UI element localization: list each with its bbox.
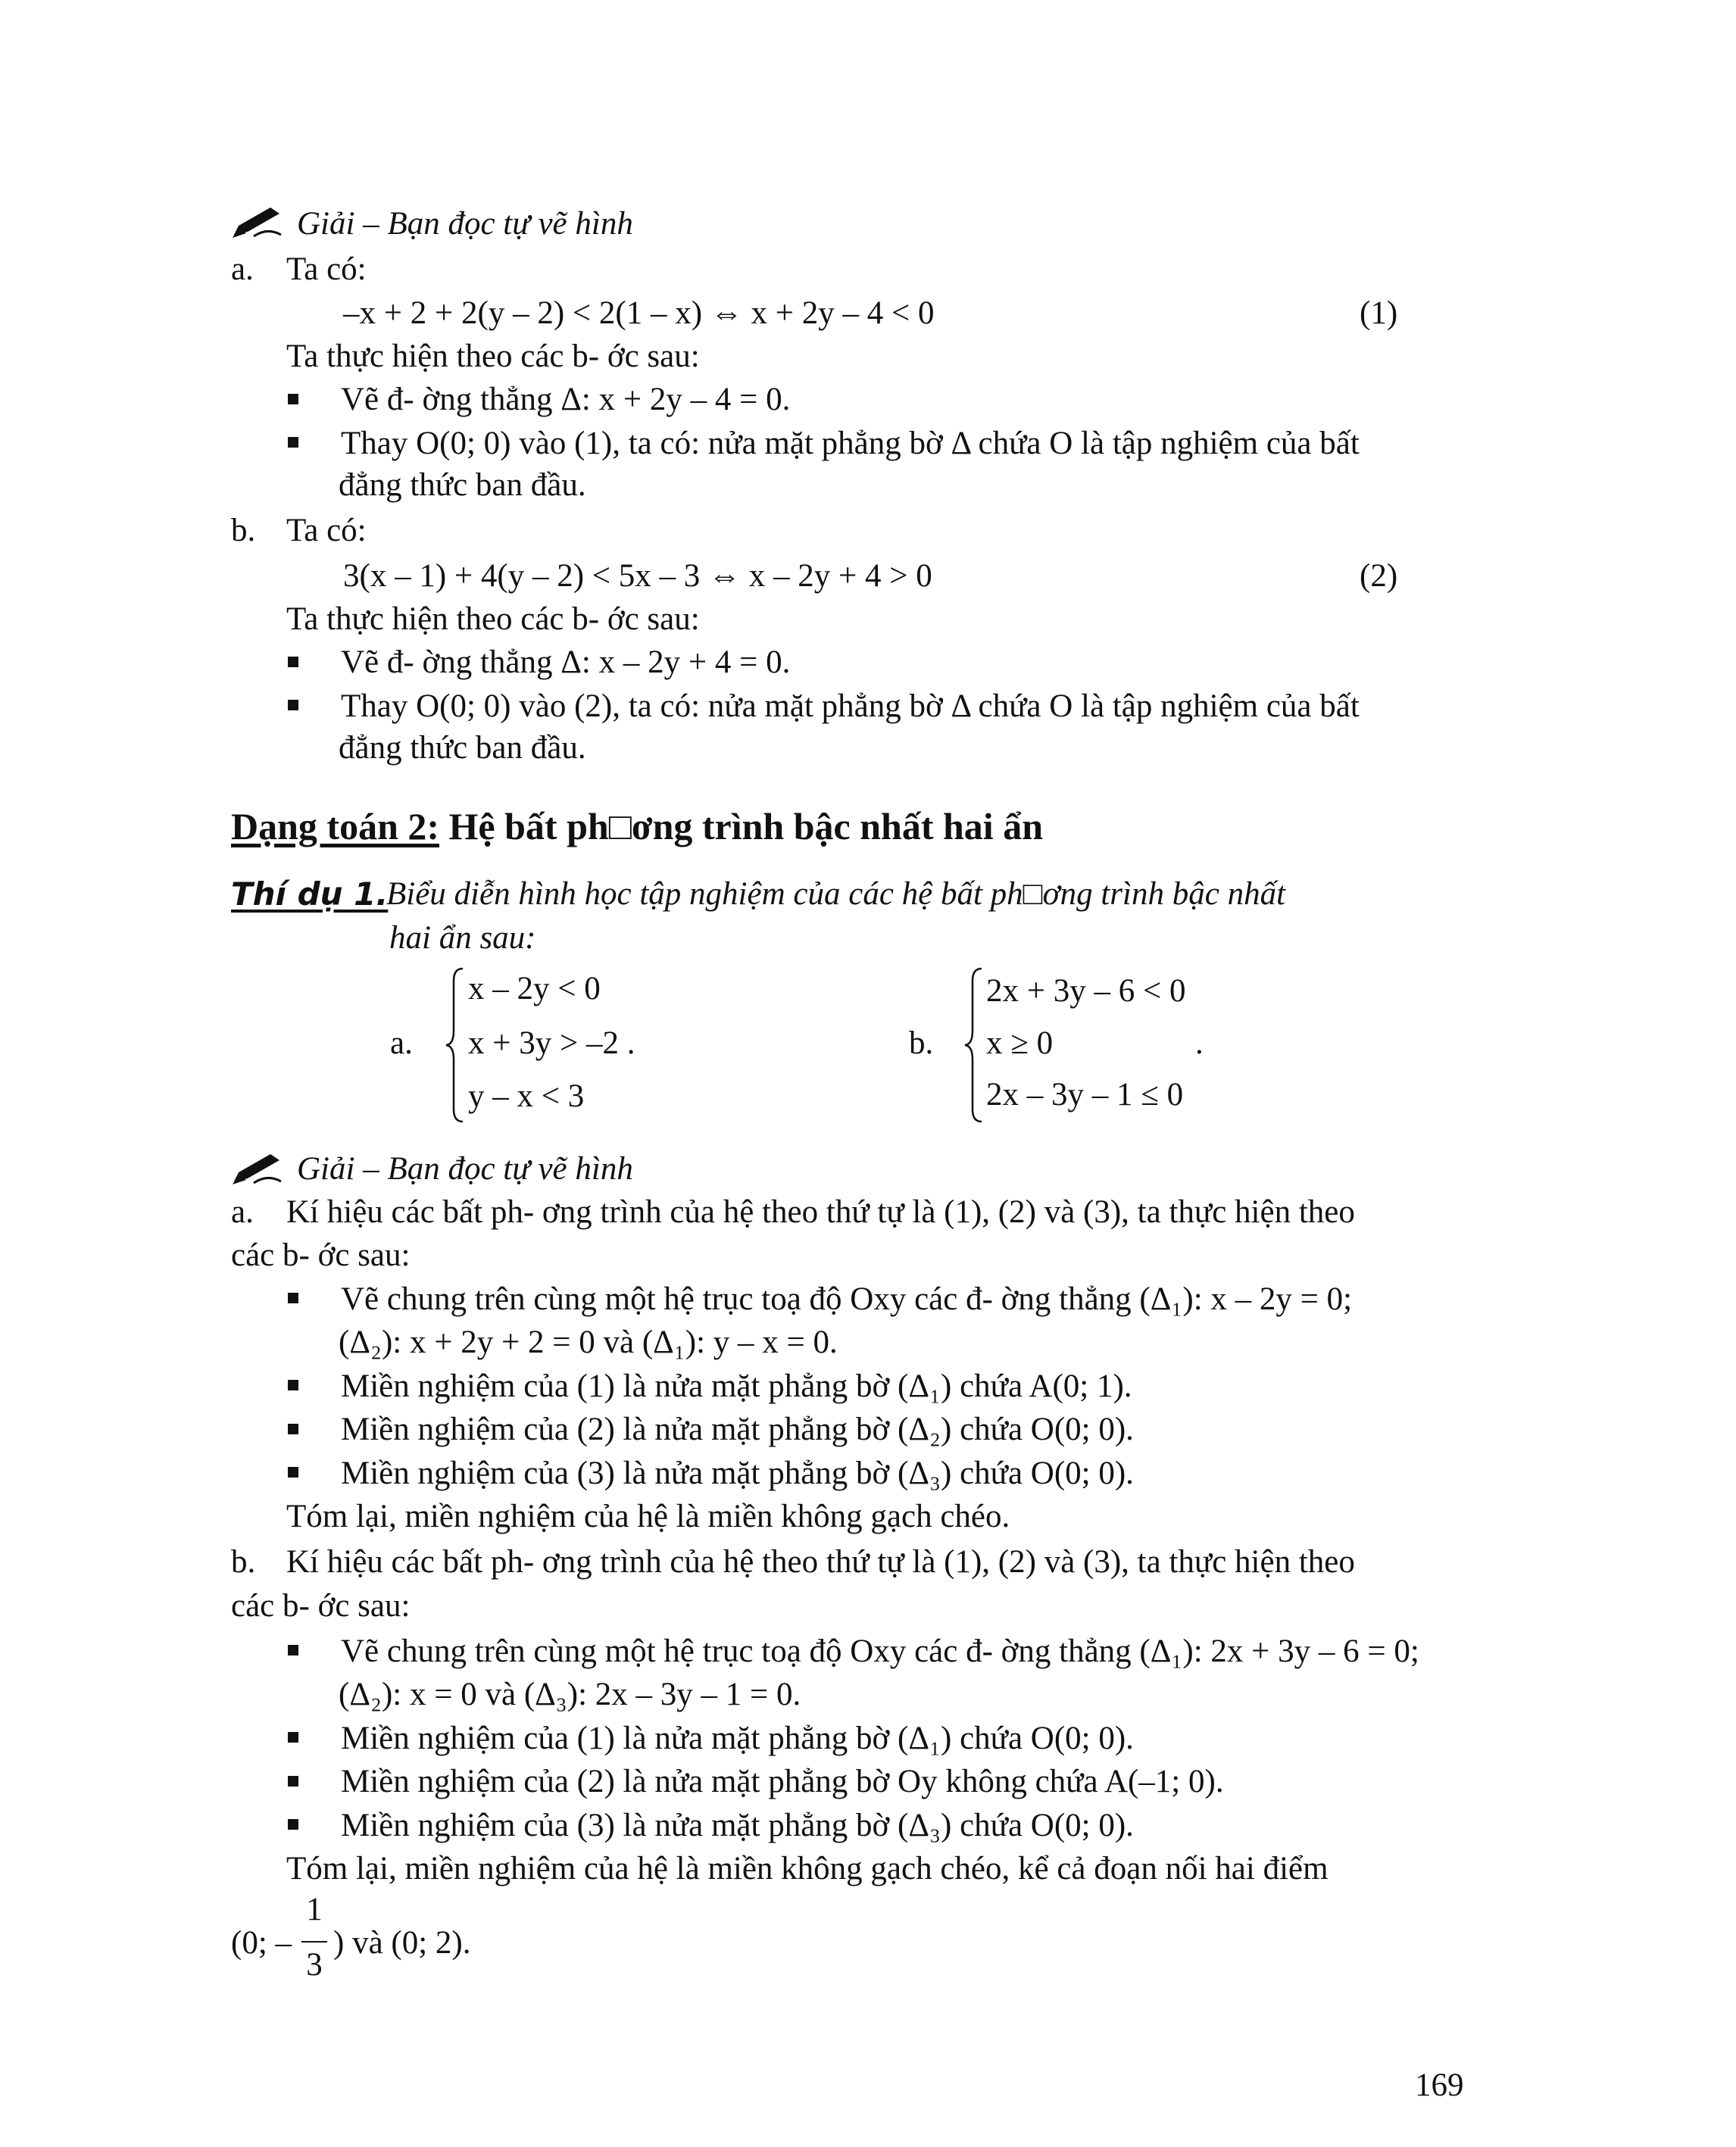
steps-intro: Ta thực hiện theo các b- ớc sau: — [286, 339, 700, 374]
step-text: (Δ₂): x = 0 và (Δ₃): 2x – 3y – 1 = 0. — [339, 1677, 801, 1712]
bullet-icon — [288, 1732, 298, 1743]
step-text: Miền nghiệm của (1) là nửa mặt phẳng bờ (Δ₁) chứa A(0; 1). — [341, 1368, 1132, 1404]
bullet-icon — [288, 1380, 298, 1390]
step-text: Vẽ chung trên cùng một hệ trục toạ độ Oxy các đ- ờng thẳng (Δ₁): 2x + 3y – 6 = 0; — [341, 1634, 1419, 1669]
bullet-icon — [288, 394, 298, 404]
page-number: 169 — [1415, 2067, 1464, 2103]
solution-header: Giải – Bạn đọc tự vẽ hình — [297, 1151, 633, 1187]
system-a-label: a. — [390, 1025, 413, 1061]
step-text: Miền nghiệm của (1) là nửa mặt phẳng bờ (Δ₁) chứa O(0; 0). — [341, 1721, 1134, 1756]
bullet-icon — [288, 1645, 298, 1655]
fraction-bar — [301, 1941, 327, 1943]
system-a-line: y – x < 3 — [468, 1078, 585, 1114]
pencil-icon — [231, 204, 284, 239]
equation-2: 3(x – 1) + 4(y – 2) < 5x – 3 ⇔ x – 2y + 4 > 0 — [343, 558, 932, 594]
step-text: Miền nghiệm của (2) là nửa mặt phẳng bờ Oy không chứa A(–1; 0). — [341, 1764, 1224, 1799]
bullet-icon — [288, 1467, 298, 1478]
part-b-label: b. — [231, 513, 256, 548]
step-text: Miền nghiệm của (3) là nửa mặt phẳng bờ (Δ₃) chứa O(0; 0). — [341, 1456, 1134, 1491]
example-text: Biểu diễn hình học tập nghiệm của các hệ bất ph□ơng trình bậc nhất — [386, 876, 1286, 912]
brace-icon — [962, 966, 985, 1125]
step-text: Vẽ chung trên cùng một hệ trục toạ độ Oxy các đ- ờng thẳng (Δ₁): x – 2y = 0; — [341, 1281, 1353, 1317]
fraction-denominator: 3 — [306, 1947, 323, 1983]
step-text: đẳng thức ban đầu. — [339, 730, 586, 766]
step-text: Thay O(0; 0) vào (2), ta có: nửa mặt phẳng bờ Δ chứa O là tập nghiệm của bất — [341, 688, 1360, 724]
part-b-intro: Kí hiệu các bất ph- ơng trình của hệ theo thứ tự là (1), (2) và (3), ta thực hiện theo — [286, 1544, 1355, 1580]
step-text: Miền nghiệm của (3) là nửa mặt phẳng bờ (Δ₃) chứa O(0; 0). — [341, 1808, 1134, 1843]
system-b-dot: . — [1195, 1025, 1204, 1061]
system-b-line: 2x + 3y – 6 < 0 — [986, 973, 1186, 1009]
system-b-line: 2x – 3y – 1 ≤ 0 — [986, 1077, 1184, 1113]
step-text: (Δ₂): x + 2y + 2 = 0 và (Δ₁): y – x = 0. — [339, 1325, 838, 1360]
section-title: Hệ bất ph□ơng trình bậc nhất hai ẩn — [448, 805, 1044, 847]
part-a-intro: Kí hiệu các bất ph- ơng trình của hệ theo thứ tự là (1), (2) và (3), ta thực hiện theo — [286, 1194, 1355, 1230]
step-text: đẳng thức ban đầu. — [339, 467, 586, 503]
step-text: Vẽ đ- ờng thẳng Δ: x – 2y + 4 = 0. — [341, 644, 791, 680]
bullet-icon — [288, 1819, 298, 1830]
section-label: Dạng toán 2: — [231, 805, 440, 847]
summary-text: Tóm lại, miền nghiệm của hệ là miền không gạch chéo, kể cả đoạn nối hai điểm — [286, 1851, 1329, 1886]
part-b-label: b. — [231, 1544, 256, 1580]
example-text: hai ẩn sau: — [389, 920, 536, 956]
bullet-icon — [288, 657, 298, 667]
system-b-line: x ≥ 0 — [986, 1025, 1054, 1061]
fraction-numerator: 1 — [306, 1892, 323, 1927]
bullet-icon — [288, 437, 298, 448]
step-text: Thay O(0; 0) vào (1), ta có: nửa mặt phẳng bờ Δ chứa O là tập nghiệm của bất — [341, 426, 1360, 461]
part-b-intro: Ta có: — [286, 513, 367, 548]
part-a-label: a. — [231, 1194, 254, 1230]
steps-intro: Ta thực hiện theo các b- ớc sau: — [286, 601, 700, 637]
section-heading — [231, 804, 1043, 848]
example-label: Thí dụ 1. — [231, 875, 389, 913]
system-b-label: b. — [909, 1025, 934, 1061]
bullet-icon — [288, 1424, 298, 1434]
bullet-icon — [288, 1776, 298, 1787]
final-pre: (0; – — [231, 1925, 292, 1961]
pencil-icon — [231, 1151, 284, 1186]
equation-1: –x + 2 + 2(y – 2) < 2(1 – x) ⇔ x + 2y – 4 < 0 — [343, 295, 935, 331]
final-post: ) và (0; 2). — [333, 1925, 471, 1961]
bullet-icon — [288, 1293, 298, 1303]
part-a-label: a. — [231, 251, 254, 287]
summary-text: Tóm lại, miền nghiệm của hệ là miền không gạch chéo. — [286, 1499, 1010, 1534]
step-text: Vẽ đ- ờng thẳng Δ: x + 2y – 4 = 0. — [341, 382, 791, 417]
part-b-intro: các b- ớc sau: — [231, 1588, 411, 1624]
part-a-intro: Ta có: — [286, 251, 367, 287]
system-a-line: x – 2y < 0 — [468, 971, 601, 1006]
system-a-line: x + 3y > –2 . — [468, 1025, 635, 1061]
solution-header: Giải – Bạn đọc tự vẽ hình — [297, 206, 633, 242]
equation-number-2: (2) — [1360, 558, 1398, 594]
step-text: Miền nghiệm của (2) là nửa mặt phẳng bờ (Δ₂) chứa O(0; 0). — [341, 1412, 1134, 1447]
equation-number-1: (1) — [1360, 295, 1398, 331]
bullet-icon — [288, 700, 298, 710]
brace-icon — [443, 966, 466, 1125]
part-a-intro: các b- ớc sau: — [231, 1237, 411, 1273]
